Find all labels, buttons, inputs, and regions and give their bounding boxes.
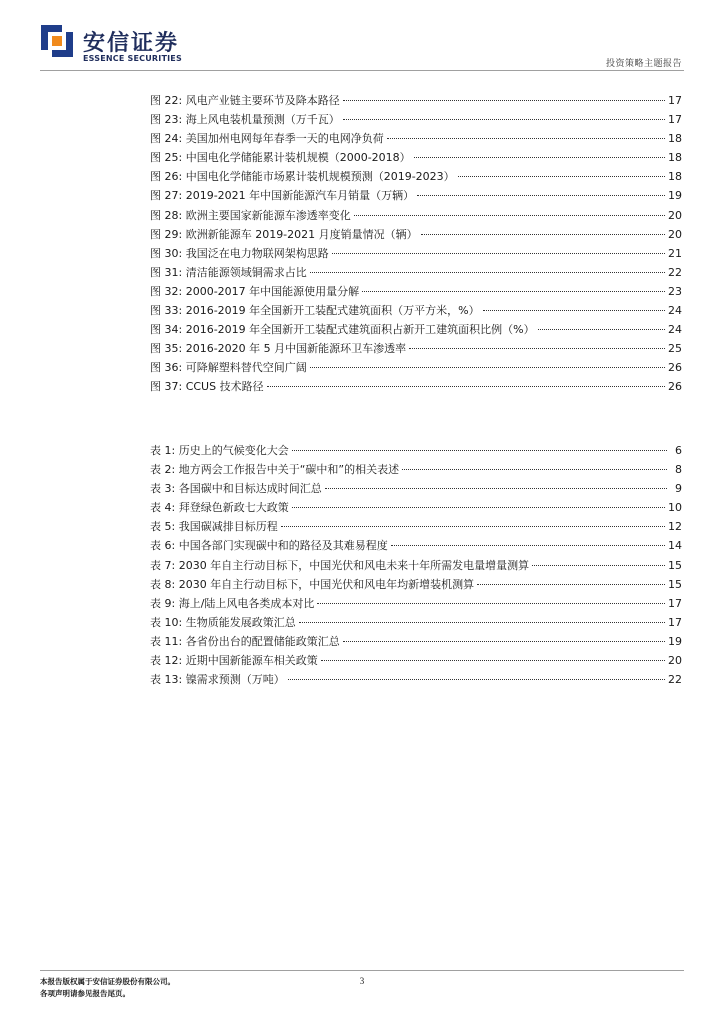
table-toc-entry[interactable] bbox=[150, 575, 682, 594]
toc-entry-title: 图 35: 2016-2020 年 5 月中国新能源环卫车渗透率 bbox=[150, 342, 407, 356]
figure-toc-entry[interactable] bbox=[150, 186, 682, 205]
toc-page-number: 17 bbox=[668, 596, 682, 610]
table-toc-entry[interactable] bbox=[150, 460, 682, 479]
brand-name-cn: 安信证券 bbox=[83, 31, 180, 56]
toc-page-number: 22 bbox=[668, 673, 682, 687]
toc-entry-title: 图 36: 可降解塑料替代空间广阔 bbox=[150, 361, 307, 375]
figure-toc-entry[interactable] bbox=[150, 339, 682, 358]
dot-leader bbox=[310, 366, 665, 368]
dot-leader bbox=[267, 385, 665, 387]
copyright-line: 本报告版权属于安信证券股份有限公司。 bbox=[40, 977, 175, 986]
toc-page-number: 10 bbox=[668, 501, 682, 515]
figure-toc-entry[interactable] bbox=[150, 110, 682, 129]
dot-leader bbox=[343, 99, 665, 101]
figure-toc-entry[interactable] bbox=[150, 377, 682, 396]
figure-toc-entry[interactable] bbox=[150, 91, 682, 110]
toc-page-number: 21 bbox=[668, 246, 682, 260]
toc-page-number: 25 bbox=[668, 342, 682, 356]
dot-leader bbox=[281, 525, 665, 527]
toc-page-number: 18 bbox=[668, 132, 682, 146]
toc-entry-title: 图 25: 中国电化学储能累计装机规模（2000-2018） bbox=[150, 151, 411, 165]
toc-entry-title: 表 10: 生物质能发展政策汇总 bbox=[150, 615, 296, 629]
toc-page-number: 24 bbox=[668, 323, 682, 337]
toc-page-number: 8 bbox=[675, 463, 682, 477]
table-toc-entry[interactable] bbox=[150, 536, 682, 555]
dot-leader bbox=[414, 156, 665, 158]
dot-leader bbox=[325, 487, 667, 489]
dot-leader bbox=[362, 290, 665, 292]
toc-entry-title: 表 12: 近期中国新能源车相关政策 bbox=[150, 654, 318, 668]
toc-entry-title: 表 5: 我国碳减排目标历程 bbox=[150, 520, 278, 534]
dot-leader bbox=[417, 194, 665, 196]
toc-entry-title: 表 11: 各省份出台的配置储能政策汇总 bbox=[150, 634, 340, 648]
dot-leader bbox=[288, 678, 665, 680]
dot-leader bbox=[343, 118, 665, 120]
toc-entry-title: 图 32: 2000-2017 年中国能源使用量分解 bbox=[150, 284, 360, 298]
figure-toc-entry[interactable] bbox=[150, 282, 682, 301]
toc-page-number: 17 bbox=[668, 113, 682, 127]
toc-entry-title: 表 7: 2030 年自主行动目标下，中国光伏和风电未来十年所需发电量增量测算 bbox=[150, 558, 530, 572]
table-toc-entry[interactable] bbox=[150, 670, 682, 689]
toc-entry-title: 表 6: 中国各部门实现碳中和的路径及其难易程度 bbox=[150, 539, 388, 553]
toc-page-number: 17 bbox=[668, 615, 682, 629]
toc-page-number: 18 bbox=[668, 170, 682, 184]
figure-toc-entry[interactable] bbox=[150, 301, 682, 320]
dot-leader bbox=[532, 564, 665, 566]
brand-name-en: ESSENCE SECURITIES bbox=[83, 54, 182, 63]
toc-entry-title: 图 31: 清洁能源领域铜需求占比 bbox=[150, 265, 307, 279]
copyright-notice bbox=[40, 976, 175, 1000]
toc-page-number: 23 bbox=[668, 284, 682, 298]
toc-page-number: 20 bbox=[668, 654, 682, 668]
toc-page-number: 17 bbox=[668, 94, 682, 107]
figure-toc-entry[interactable] bbox=[150, 148, 682, 167]
toc-page-number: 22 bbox=[668, 265, 682, 279]
toc-entry-title: 图 27: 2019-2021 年中国新能源汽车月销量（万辆） bbox=[150, 189, 415, 203]
toc-entry-title: 图 37: CCUS 技术路径 bbox=[150, 380, 264, 394]
dot-leader bbox=[483, 309, 665, 311]
toc-page-number: 9 bbox=[675, 482, 682, 496]
toc-page-number: 6 bbox=[675, 444, 682, 457]
dot-leader bbox=[421, 233, 665, 235]
toc-entry-title: 图 22: 风电产业链主要环节及降本路径 bbox=[150, 94, 340, 107]
figure-toc-entry[interactable] bbox=[150, 167, 682, 186]
dot-leader bbox=[310, 271, 665, 273]
toc-entry-title: 图 28: 欧洲主要国家新能源车渗透率变化 bbox=[150, 208, 351, 222]
toc-entry-title: 表 3: 各国碳中和目标达成时间汇总 bbox=[150, 482, 322, 496]
toc-entry-title: 图 30: 我国泛在电力物联网架构思路 bbox=[150, 246, 329, 260]
figure-toc-entry[interactable] bbox=[150, 358, 682, 377]
logo-mark-icon bbox=[40, 24, 74, 58]
toc-page-number: 14 bbox=[668, 539, 682, 553]
figure-toc-entry[interactable] bbox=[150, 320, 682, 339]
dot-leader bbox=[332, 252, 665, 254]
toc-entry-title: 图 24: 美国加州电网每年春季一天的电网净负荷 bbox=[150, 132, 384, 146]
toc-entry-title: 表 8: 2030 年自主行动目标下，中国光伏和风电年均新增装机测算 bbox=[150, 577, 475, 591]
tables-toc bbox=[150, 441, 682, 689]
toc-page-number: 19 bbox=[668, 634, 682, 648]
dot-leader bbox=[458, 175, 665, 177]
dot-leader bbox=[387, 137, 665, 139]
toc-page-number: 15 bbox=[668, 577, 682, 591]
table-toc-entry[interactable] bbox=[150, 632, 682, 651]
dot-leader bbox=[409, 347, 665, 349]
dot-leader bbox=[477, 583, 665, 585]
essence-securities-logo bbox=[40, 24, 200, 70]
table-toc-entry[interactable] bbox=[150, 517, 682, 536]
toc-entry-title: 图 29: 欧洲新能源车 2019-2021 月度销量情况（辆） bbox=[150, 227, 418, 241]
dot-leader bbox=[402, 468, 667, 470]
toc-page-number: 18 bbox=[668, 151, 682, 165]
table-toc-entry[interactable] bbox=[150, 498, 682, 517]
toc-entry-title: 图 26: 中国电化学储能市场累计装机规模预测（2019-2023） bbox=[150, 170, 455, 184]
toc-entry-title: 表 4: 拜登绿色新政七大政策 bbox=[150, 501, 289, 515]
figure-toc-entry[interactable] bbox=[150, 225, 682, 244]
toc-page-number: 26 bbox=[668, 380, 682, 394]
table-toc-entry[interactable] bbox=[150, 479, 682, 498]
table-toc-entry[interactable] bbox=[150, 651, 682, 670]
dot-leader bbox=[321, 659, 665, 661]
dot-leader bbox=[299, 621, 665, 623]
page-header bbox=[0, 0, 724, 72]
dot-leader bbox=[292, 506, 665, 508]
toc-page-number: 24 bbox=[668, 304, 682, 318]
toc-entry-title: 图 33: 2016-2019 年全国新开工装配式建筑面积（万平方米，%） bbox=[150, 304, 480, 318]
dot-leader bbox=[343, 640, 665, 642]
footer-divider bbox=[40, 970, 684, 971]
disclaimer-line: 各项声明请参见报告尾页。 bbox=[40, 989, 130, 998]
toc-page-number: 19 bbox=[668, 189, 682, 203]
toc-page-number: 15 bbox=[668, 558, 682, 572]
toc-page-number: 12 bbox=[668, 520, 682, 534]
table-toc-entry[interactable] bbox=[150, 556, 682, 575]
figure-toc-entry[interactable] bbox=[150, 244, 682, 263]
figures-toc bbox=[150, 91, 682, 397]
toc-page-number: 26 bbox=[668, 361, 682, 375]
table-toc-entry[interactable] bbox=[150, 613, 682, 632]
dot-leader bbox=[538, 328, 665, 330]
toc-entry-title: 图 23: 海上风电装机量预测（万千瓦） bbox=[150, 113, 340, 127]
toc-page-number: 20 bbox=[668, 208, 682, 222]
page-number: 3 bbox=[359, 976, 365, 986]
table-toc-entry[interactable] bbox=[150, 441, 682, 460]
toc-entry-title: 表 9: 海上/陆上风电各类成本对比 bbox=[150, 596, 315, 610]
dot-leader bbox=[292, 449, 667, 451]
toc-entry-title: 表 1: 历史上的气候变化大会 bbox=[150, 444, 289, 457]
dot-leader bbox=[317, 602, 665, 604]
figure-toc-entry[interactable] bbox=[150, 129, 682, 148]
dot-leader bbox=[354, 214, 665, 216]
header-divider bbox=[40, 70, 684, 71]
toc-page-number: 20 bbox=[668, 227, 682, 241]
table-toc-entry[interactable] bbox=[150, 594, 682, 613]
toc-entry-title: 表 13: 镍需求预测（万吨） bbox=[150, 673, 285, 687]
report-type: 投资策略主题报告 bbox=[605, 59, 682, 69]
toc-entry-title: 表 2: 地方两会工作报告中关于“碳中和”的相关表述 bbox=[150, 463, 400, 477]
figure-toc-entry[interactable] bbox=[150, 206, 682, 225]
toc-entry-title: 图 34: 2016-2019 年全国新开工装配式建筑面积占新开工建筑面积比例（%） bbox=[150, 323, 535, 337]
figure-toc-entry[interactable] bbox=[150, 263, 682, 282]
dot-leader bbox=[391, 544, 665, 546]
